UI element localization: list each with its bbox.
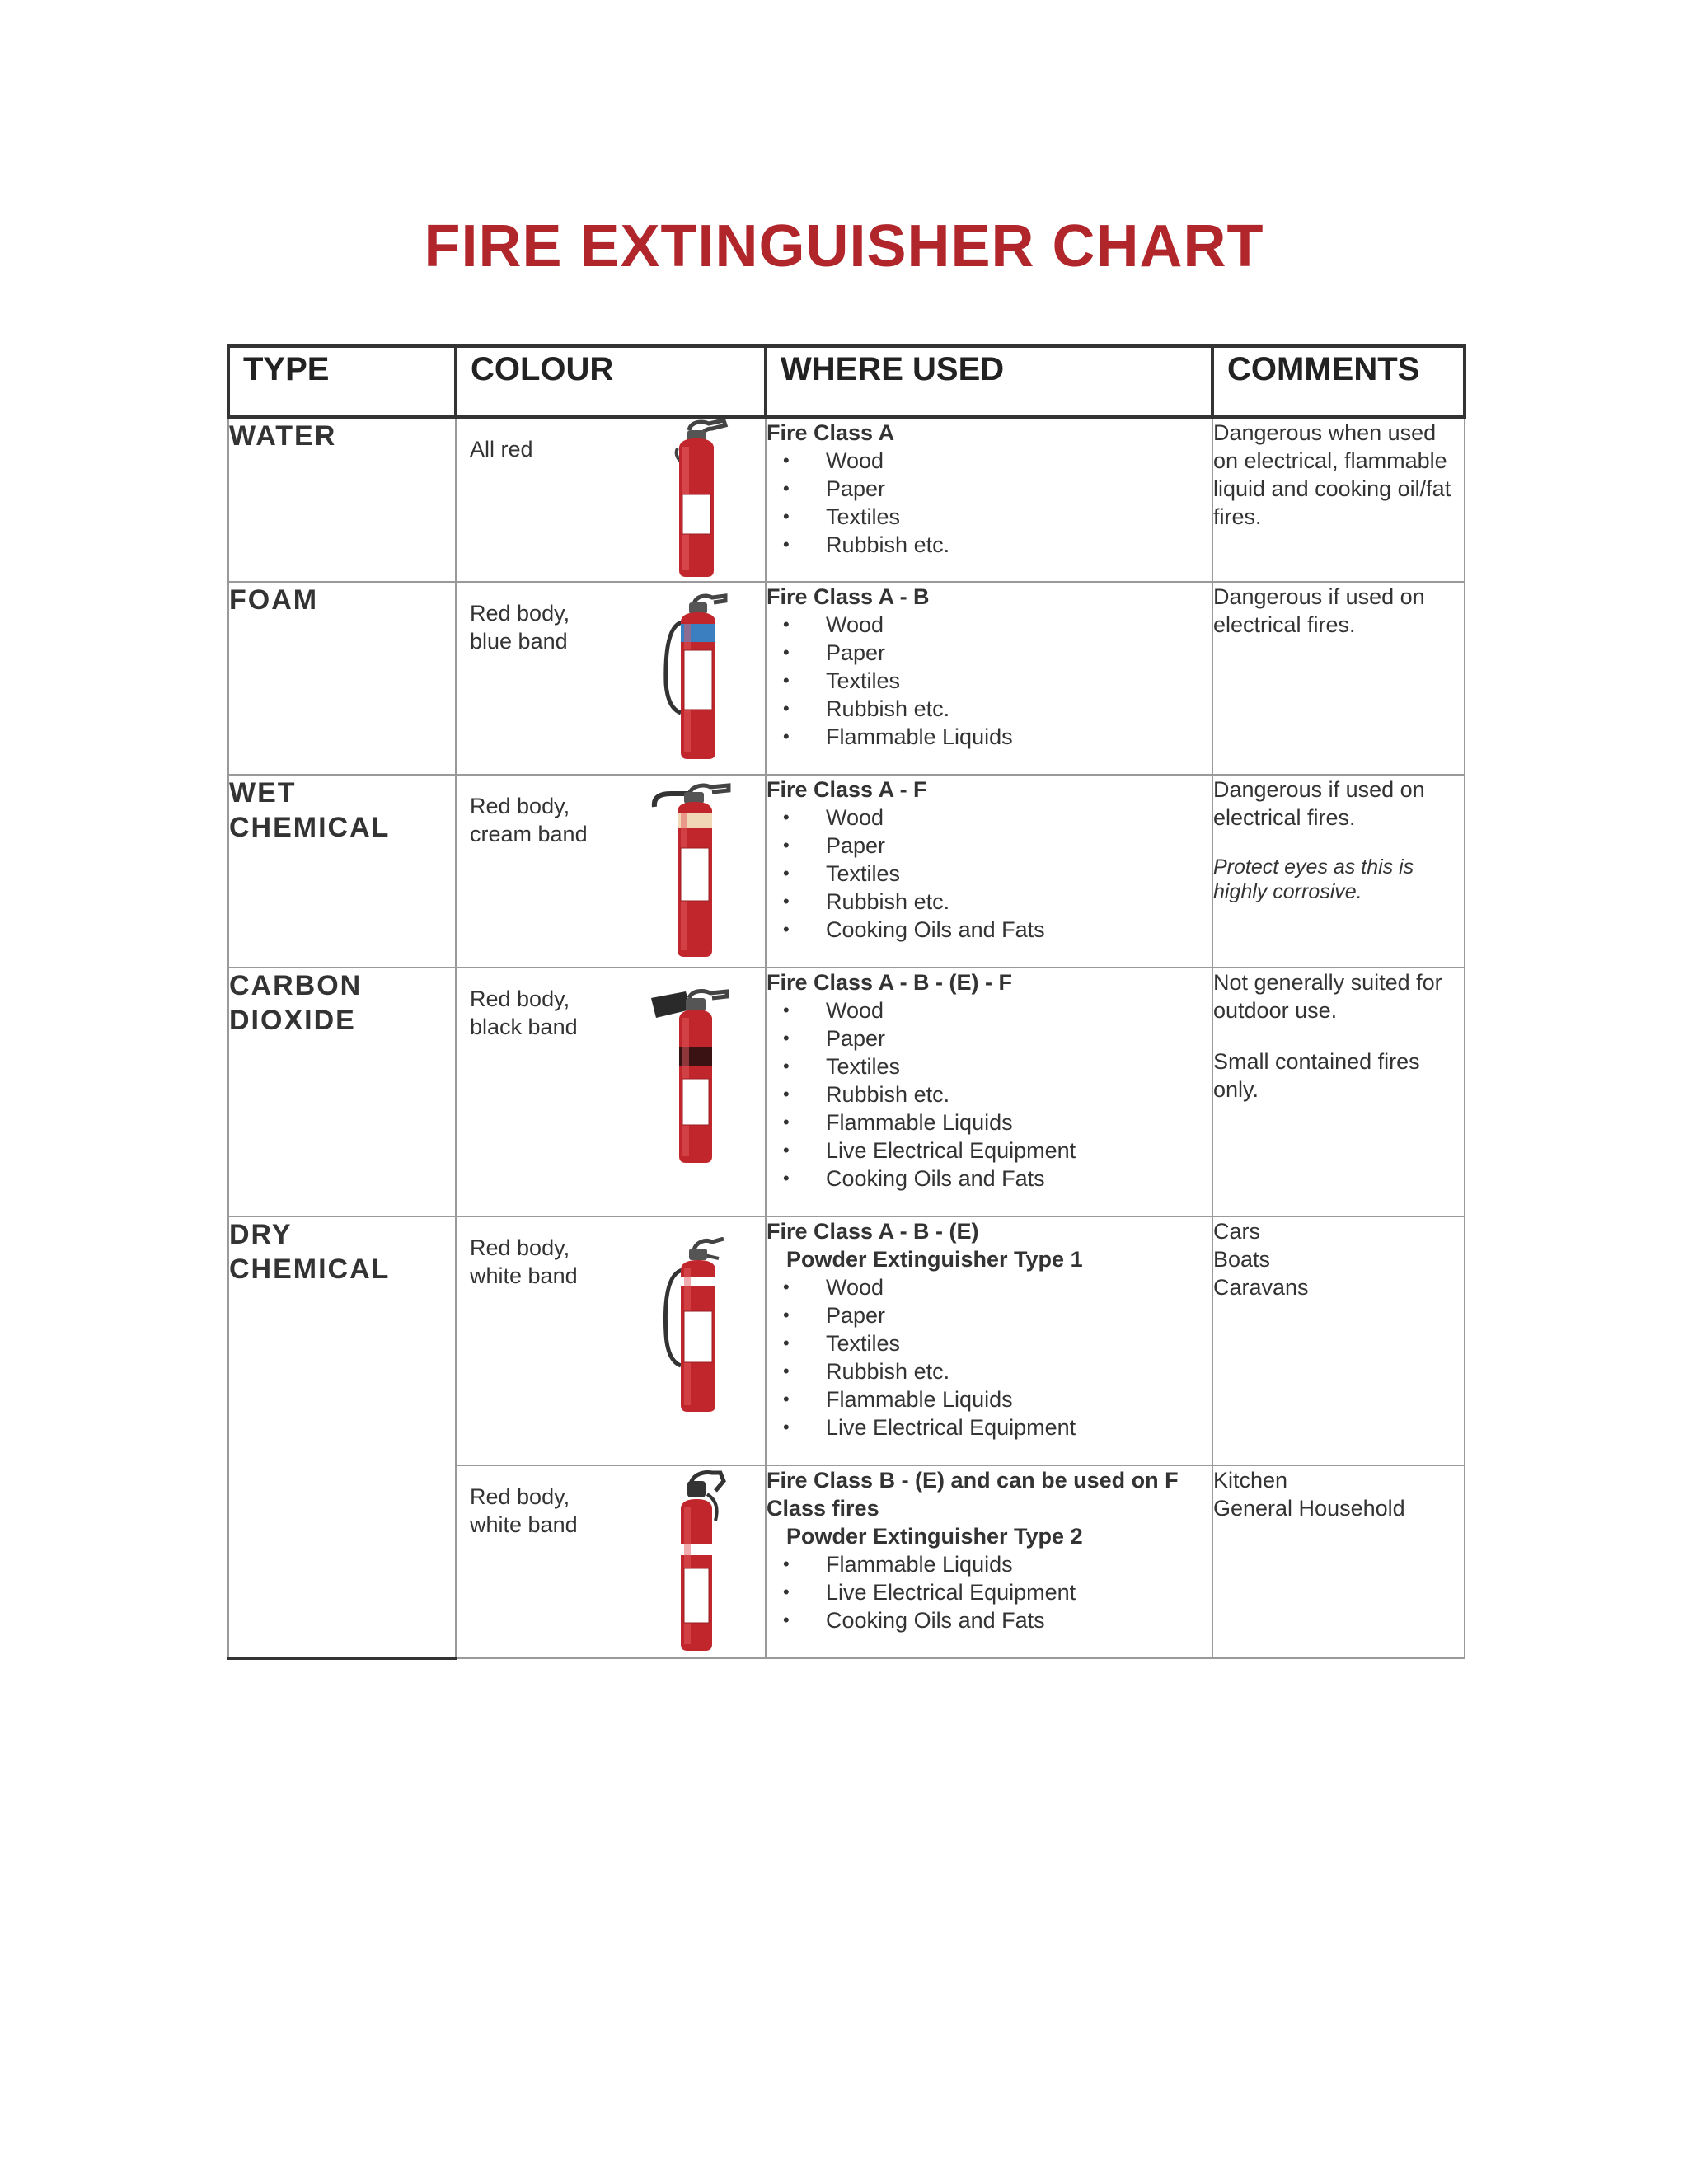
table-row-carbon-dioxide bbox=[228, 968, 1465, 1216]
list-item: • Rubbish etc. bbox=[767, 1357, 1212, 1385]
colour-line: Red body, bbox=[470, 1484, 570, 1509]
table-row-dry-chemical bbox=[228, 1216, 1465, 1465]
colour-label bbox=[470, 792, 635, 848]
colour-line: All red bbox=[470, 437, 533, 462]
list-item: • Textiles bbox=[767, 860, 1212, 888]
list-item: • Wood bbox=[767, 611, 1212, 639]
list-item: • Textiles bbox=[767, 1052, 1212, 1080]
colour-line: blue band bbox=[470, 629, 568, 654]
list-item: • Textiles bbox=[767, 503, 1212, 531]
fire-class: Fire Class A bbox=[767, 420, 895, 445]
list-item: • Cooking Oils and Fats bbox=[767, 916, 1212, 944]
fire-class: Fire Class A - B - (E) bbox=[767, 1219, 979, 1244]
list-item: • Cooking Oils and Fats bbox=[767, 1606, 1212, 1634]
list-item: • Cooking Oils and Fats bbox=[767, 1165, 1212, 1193]
comment-text: Small contained fires only. bbox=[1213, 1049, 1420, 1102]
comment-cell bbox=[1212, 968, 1465, 1216]
where-used-cell bbox=[766, 582, 1212, 775]
table-row-water bbox=[228, 417, 1465, 582]
use-list bbox=[767, 1273, 1212, 1441]
wet-chemical-extinguisher-icon bbox=[649, 782, 732, 960]
type-cell bbox=[228, 775, 456, 968]
colour-label bbox=[470, 1483, 635, 1539]
where-used-cell bbox=[766, 775, 1212, 968]
fire-class: Fire Class A - F bbox=[767, 777, 927, 802]
use-list bbox=[767, 996, 1212, 1193]
type-cell bbox=[228, 1216, 456, 1658]
header-where-used: WHERE USED bbox=[766, 346, 1212, 417]
list-item: • Rubbish etc. bbox=[767, 888, 1212, 916]
comment-cell bbox=[1212, 775, 1465, 968]
colour-line: Red body, bbox=[470, 987, 570, 1011]
type-cell bbox=[228, 968, 456, 1216]
subheading: Powder Extinguisher Type 1 bbox=[786, 1247, 1083, 1272]
use-list bbox=[767, 1550, 1212, 1634]
header-comments: COMMENTS bbox=[1212, 346, 1465, 417]
comment-cell bbox=[1212, 417, 1465, 582]
colour-line: white band bbox=[470, 1263, 578, 1288]
colour-label bbox=[470, 599, 635, 655]
type-label: CHEMICAL bbox=[229, 812, 391, 843]
comment-line: General Household bbox=[1213, 1496, 1405, 1521]
dry-chemical-extinguisher-icon bbox=[658, 1237, 732, 1415]
comment-cell bbox=[1212, 1465, 1465, 1658]
comment-text: Dangerous when used on electrical, flammable liquid and cooking oil/fat fires. bbox=[1213, 420, 1451, 529]
comment-line: Kitchen bbox=[1213, 1468, 1288, 1493]
comment-note: Protect eyes as this is highly corrosive. bbox=[1213, 855, 1414, 903]
use-list bbox=[767, 611, 1212, 751]
list-item: • Textiles bbox=[767, 667, 1212, 695]
type-label: CHEMICAL bbox=[229, 1254, 391, 1285]
comment-line: Caravans bbox=[1213, 1275, 1309, 1300]
list-item: • Flammable Liquids bbox=[767, 723, 1212, 751]
colour-cell bbox=[456, 1216, 766, 1465]
where-used-cell bbox=[766, 1216, 1212, 1465]
list-item: • Wood bbox=[767, 1273, 1212, 1301]
foam-extinguisher-icon bbox=[658, 593, 732, 762]
type-cell bbox=[228, 417, 456, 582]
co2-extinguisher-icon bbox=[649, 988, 732, 1166]
type-label: FOAM bbox=[229, 584, 319, 616]
table-row-wet-chemical bbox=[228, 775, 1465, 968]
fire-class: Fire Class B - (E) and can be used on F Class fires bbox=[767, 1468, 1179, 1521]
colour-cell bbox=[456, 775, 766, 968]
type-label: DRY bbox=[229, 1219, 293, 1250]
colour-cell bbox=[456, 582, 766, 775]
header-type: TYPE bbox=[228, 346, 456, 417]
subheading: Powder Extinguisher Type 2 bbox=[786, 1524, 1083, 1549]
use-list bbox=[767, 804, 1212, 944]
where-used-cell bbox=[766, 417, 1212, 582]
type-cell bbox=[228, 582, 456, 775]
list-item: • Paper bbox=[767, 1301, 1212, 1329]
header-colour: COLOUR bbox=[456, 346, 766, 417]
where-used-cell bbox=[766, 968, 1212, 1216]
list-item: • Rubbish etc. bbox=[767, 1080, 1212, 1108]
list-item: • Live Electrical Equipment bbox=[767, 1413, 1212, 1441]
list-item: • Flammable Liquids bbox=[767, 1385, 1212, 1413]
comment-text: Dangerous if used on electrical fires. bbox=[1213, 777, 1425, 830]
list-item: • Paper bbox=[767, 1024, 1212, 1052]
type-label: WET bbox=[229, 777, 297, 808]
fire-class: Fire Class A - B - (E) - F bbox=[767, 970, 1013, 995]
colour-label bbox=[470, 985, 635, 1041]
list-item: • Live Electrical Equipment bbox=[767, 1137, 1212, 1165]
colour-line: Red body, bbox=[470, 601, 570, 626]
use-list bbox=[767, 447, 1212, 559]
where-used-cell bbox=[766, 1465, 1212, 1658]
fire-class: Fire Class A - B bbox=[767, 584, 930, 609]
colour-line: Red body, bbox=[470, 1235, 570, 1260]
list-item: • Paper bbox=[767, 832, 1212, 860]
comment-line: Cars bbox=[1213, 1219, 1261, 1244]
comment-text: Dangerous if used on electrical fires. bbox=[1213, 584, 1425, 637]
colour-cell bbox=[456, 968, 766, 1216]
chart-title: FIRE EXTINGUISHER CHART bbox=[424, 213, 1264, 279]
type-label: CARBON bbox=[229, 970, 363, 1001]
water-extinguisher-icon bbox=[658, 419, 732, 580]
list-item: • Paper bbox=[767, 639, 1212, 667]
list-item: • Wood bbox=[767, 996, 1212, 1024]
list-item: • Rubbish etc. bbox=[767, 531, 1212, 559]
table-row-foam bbox=[228, 582, 1465, 775]
list-item: • Flammable Liquids bbox=[767, 1108, 1212, 1137]
colour-line: cream band bbox=[470, 822, 588, 846]
comment-text: Not generally suited for outdoor use. bbox=[1213, 970, 1442, 1023]
list-item: • Rubbish etc. bbox=[767, 695, 1212, 723]
list-item: • Wood bbox=[767, 804, 1212, 832]
comment-line: Boats bbox=[1213, 1247, 1271, 1272]
colour-line: Red body, bbox=[470, 794, 570, 818]
colour-line: white band bbox=[470, 1512, 578, 1537]
colour-line: black band bbox=[470, 1015, 578, 1039]
colour-label bbox=[470, 1234, 635, 1290]
comment-cell bbox=[1212, 582, 1465, 775]
list-item: • Textiles bbox=[767, 1329, 1212, 1357]
dry-chemical-type-2-extinguisher-icon bbox=[658, 1469, 732, 1656]
list-item: • Paper bbox=[767, 475, 1212, 503]
list-item: • Wood bbox=[767, 447, 1212, 475]
type-label: DIOXIDE bbox=[229, 1005, 356, 1036]
list-item: • Live Electrical Equipment bbox=[767, 1578, 1212, 1606]
comment-cell bbox=[1212, 1216, 1465, 1465]
colour-label bbox=[470, 435, 635, 463]
colour-cell bbox=[456, 1465, 766, 1658]
extinguisher-table bbox=[227, 344, 1466, 1660]
colour-cell bbox=[456, 417, 766, 582]
list-item: • Flammable Liquids bbox=[767, 1550, 1212, 1578]
type-label: WATER bbox=[229, 420, 337, 452]
header-row bbox=[228, 346, 1465, 417]
